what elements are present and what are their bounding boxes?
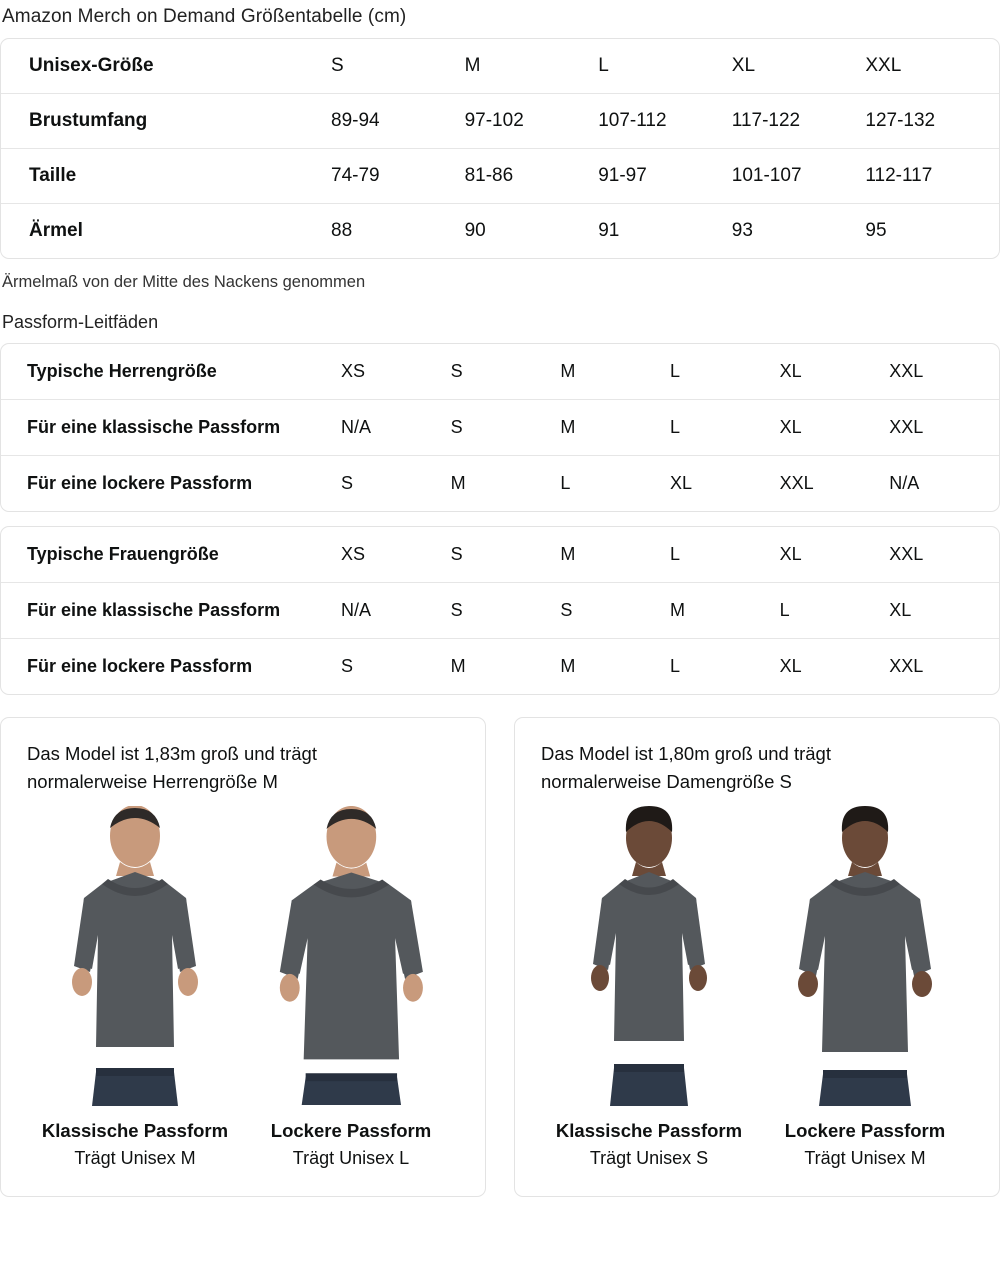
cell: M [450,473,466,493]
cell: S [451,527,561,583]
cell: XL [780,344,890,400]
female-classic-fit-figure [550,806,749,1106]
male-relaxed-fit-illustration [252,806,451,1106]
table-row [1,583,999,639]
model-cards-row [0,717,1000,1197]
cell: L [670,400,780,456]
cell: 74-79 [331,149,465,204]
cell: M [450,656,466,676]
cell: XXL [865,39,999,94]
womens-fit-table [1,527,999,694]
row-label: Typische Herrengröße [1,344,341,400]
fit-size: Trägt Unisex M [804,1147,926,1168]
measurements-card [0,38,1000,259]
male-figures [27,806,459,1106]
male-figure-labels [27,1120,459,1169]
female-figures [541,806,973,1106]
male-model-card [0,717,486,1197]
cell: XL [780,527,890,583]
cell: 127-132 [865,94,999,149]
caption-line-1: Das Model ist 1,80m groß und trägt [541,743,831,764]
fit-name: Lockere Passform [784,1119,946,1141]
cell: XXL [779,473,814,493]
female-model-card [514,717,1000,1197]
cell: M [465,39,599,94]
fit-size: Trägt Unisex S [589,1147,709,1168]
table-row [1,639,999,695]
female-relaxed-fit-figure [766,806,965,1106]
table-row [1,456,999,512]
table-row [1,400,999,456]
cell: 93 [731,220,753,241]
cell: M [560,400,670,456]
cell: L [780,583,890,639]
female-relaxed-fit-illustration [770,806,960,1106]
cell: M [670,583,780,639]
table-row [1,344,999,400]
cell: L [598,39,732,94]
cell: 90 [464,220,486,241]
fit-name: Klassische Passform [555,1119,743,1141]
cell: M [560,344,670,400]
table-row [1,204,999,259]
cell: XL [669,473,692,493]
row-label: Typische Frauengröße [1,527,341,583]
cell: 97-102 [465,94,599,149]
cell: 89-94 [331,94,465,149]
cell: M [560,656,576,676]
table-row [1,149,999,204]
cell: 88 [331,220,353,241]
page-title: Amazon Merch on Demand Größentabelle (cm) [2,6,407,27]
female-model-caption [541,740,973,796]
caption-line-1: Das Model ist 1,83m groß und trägt [27,743,317,764]
caption-line-2: normalerweise Herrengröße M [27,770,278,792]
female-figure-labels [541,1120,973,1169]
cell: S [451,344,561,400]
fit-name: Klassische Passform [41,1119,229,1141]
cell: 117-122 [732,94,866,149]
fit-size: Trägt Unisex L [292,1147,410,1168]
cell: L [670,527,780,583]
cell: S [451,583,561,639]
male-relaxed-fit-label [243,1120,459,1169]
row-label: Unisex-Größe [1,39,331,94]
table-row [1,39,999,94]
cell: S [560,583,670,639]
caption-line-2: normalerweise Damengröße S [541,770,792,792]
cell: 91-97 [598,149,732,204]
measurements-table [1,39,999,258]
cell: N/A [889,473,920,493]
cell: XXL [889,656,924,676]
row-label: Für eine klassische Passform [1,583,341,639]
male-classic-fit-illustration [40,806,230,1106]
cell: L [670,344,780,400]
cell: S [341,656,354,676]
row-label: Für eine klassische Passform [1,400,341,456]
male-classic-fit-figure [36,806,235,1106]
cell: N/A [341,583,451,639]
cell: XXL [889,344,999,400]
cell: 101-107 [732,149,866,204]
male-relaxed-fit-figure [252,806,451,1106]
table-row [1,94,999,149]
mens-fit-table [1,344,999,511]
row-label: Taille [1,149,331,204]
fit-guides-title: Passform-Leitfäden [2,312,159,332]
cell: L [560,473,571,493]
row-label: Brustumfang [1,94,331,149]
female-relaxed-fit-label [757,1120,973,1169]
cell: 95 [865,220,887,241]
cell: XL [779,656,802,676]
womens-fit-card [0,526,1000,695]
cell: 91 [598,220,620,241]
male-model-caption [27,740,459,796]
cell: XS [341,344,451,400]
male-classic-fit-label [27,1120,243,1169]
cell: XL [732,39,866,94]
row-label: Für eine lockere Passform [27,473,253,493]
female-classic-fit-illustration [559,806,739,1106]
fit-size: Trägt Unisex M [74,1147,196,1168]
cell: XS [341,527,451,583]
cell: S [341,473,354,493]
cell: XL [780,400,890,456]
row-label: Ärmel [29,220,83,241]
cell: 107-112 [598,94,732,149]
cell: 81-86 [465,149,599,204]
cell: XL [889,583,999,639]
sleeve-measurement-note: Ärmelmaß von der Mitte des Nackens genommen [2,273,366,291]
row-label: Für eine lockere Passform [27,656,253,676]
female-classic-fit-label [541,1120,757,1169]
cell: XXL [889,400,999,456]
table-row [1,527,999,583]
cell: M [560,527,670,583]
cell: XXL [889,527,999,583]
cell: L [669,656,680,676]
spacer [0,512,1000,526]
cell: S [331,39,465,94]
cell: S [451,400,561,456]
cell: N/A [341,400,451,456]
mens-fit-card [0,343,1000,512]
cell: 112-117 [865,149,999,204]
fit-name: Lockere Passform [270,1119,432,1141]
